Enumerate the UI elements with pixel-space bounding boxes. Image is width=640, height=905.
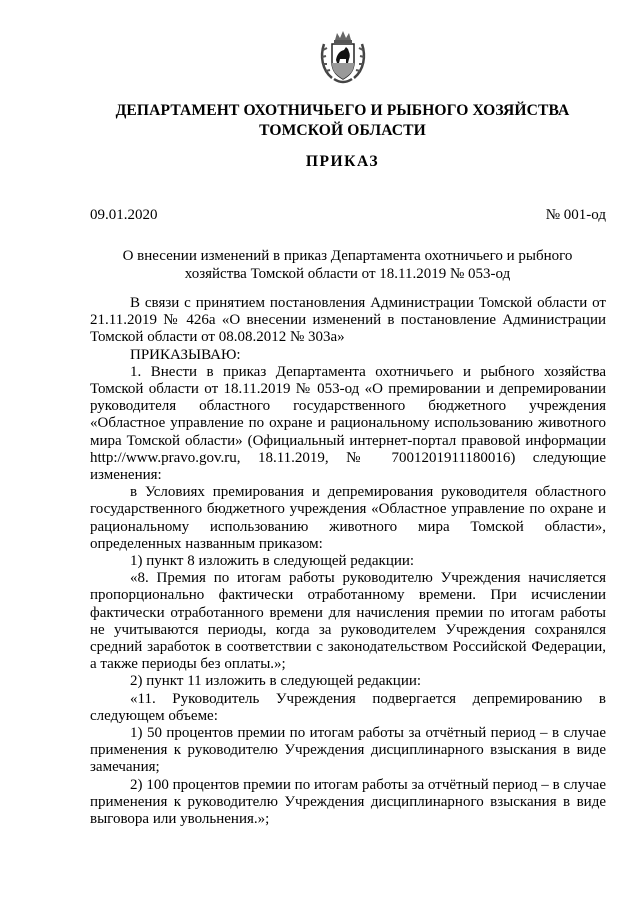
clause-11-paragraph: «11. Руководитель Учреждения подвергается депремированию в следующем объеме: bbox=[90, 690, 606, 724]
tomsk-region-coat-of-arms-icon bbox=[318, 30, 368, 86]
clause-11-item-2: 2) 100 процентов премии по итогам работы за отчётный период – в случае применения к руководителю Учреждения дисциплинарного взыскания в виде выговора или увольнения.»; bbox=[90, 776, 606, 828]
order-keyword: ПРИКАЗЫВАЮ: bbox=[130, 346, 241, 363]
document-body bbox=[90, 295, 606, 828]
subitem-2-paragraph: 2) пункт 11 изложить в следующей редакции: bbox=[130, 673, 422, 690]
document-number: № 001-од bbox=[545, 207, 606, 223]
document-date: 09.01.2020 bbox=[90, 207, 158, 223]
organization-name-line-1: ДЕПАРТАМЕНТ ОХОТНИЧЬЕГО И РЫБНОГО ХОЗЯЙСТВА bbox=[115, 102, 570, 119]
subject-line-1: О внесении изменений в приказ Департамента охотничьего и рыбного bbox=[122, 248, 573, 264]
organization-name-line-2: ТОМСКОЙ ОБЛАСТИ bbox=[259, 122, 426, 139]
clause-11-item-1: 1) 50 процентов премии по итогам работы за отчётный период – в случае применения к руководителю Учреждения дисциплинарного взыскания в виде замечания; bbox=[90, 725, 606, 776]
document-type-title: ПРИКАЗ bbox=[305, 153, 380, 170]
document-subject bbox=[90, 247, 605, 283]
item-1-paragraph: 1. Внести в приказ Департамента охотничьего и рыбного хозяйства Томской области от 18.11.2019 № 053-од «О премировании и депремировании руководителя областного государственного бюджетного учреждения «Областное управление по охране и рациональному использованию животного мира Томской области» (Официальный интернет-портал правовой информации http://www.pravo.gov.ru, 18.11.2019, № 7001201911180016) следующие изменения: bbox=[90, 363, 606, 484]
preamble-paragraph: В связи с принятием постановления Администрации Томской области от 21.11.2019 № 426а «О внесении изменений в постановление Администрации Томской области от 08.08.2012 № 303а» bbox=[90, 295, 606, 346]
subject-line-2: хозяйства Томской области от 18.11.2019 № 053-од bbox=[184, 266, 511, 282]
clause-8-paragraph: «8. Премия по итогам работы руководителю Учреждения начисляется пропорционально фактически отработанному времени. При исчислении фактически отработанного времени для начисления премии по итогам работы не учитываются периоды, когда за руководителем Учреждения сохранялся средний заработок в соответствии с законодательством Российской Федерации, а также периоды без оплаты.»; bbox=[90, 570, 606, 673]
subitem-1-paragraph: 1) пункт 8 изложить в следующей редакции: bbox=[130, 553, 415, 570]
conditions-paragraph: в Условиях премирования и депремирования руководителя областного государственного бюджетного учреждения «Областное управление по охране и рациональному использованию животного мира Томской области», определенных названным приказом: bbox=[90, 484, 606, 552]
